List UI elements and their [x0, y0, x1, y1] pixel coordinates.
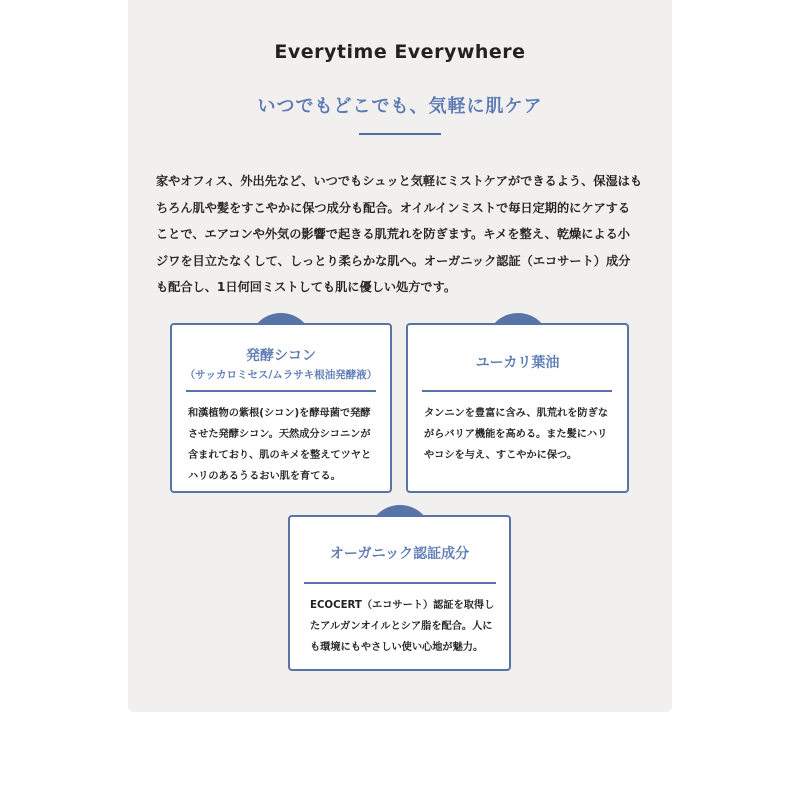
card-divider	[186, 390, 376, 392]
card-line: させた発酵シコン。天然成分シコニンが	[188, 429, 371, 440]
card-line: たアルガンオイルとシア脂を配合。人に	[310, 621, 493, 632]
intro-paragraph	[156, 168, 646, 301]
card-line: がらバリア機能を高める。また髪にハリ	[424, 429, 608, 440]
intro-line: ジワを目立たなくして、しっとり柔らかな肌へ。オーガニック認証（エコサート）成分	[156, 253, 631, 268]
card-divider	[304, 582, 496, 584]
card-line: タンニンを豊富に含み、肌荒れを防ぎな	[424, 408, 608, 419]
intro-line: ことで、エアコンや外気の影響で起きる肌荒れを防ぎます。キメを整え、乾燥による小	[156, 227, 630, 241]
card-title: 発酵シコン	[246, 348, 316, 364]
section-title: Everytime Everywhere	[274, 41, 526, 63]
card-description	[424, 403, 608, 466]
intro-line: 家やオフィス、外出先など、いつでもシュッと気軽にミストケアができるよう、保湿はも	[156, 174, 643, 188]
ingredient-card-eucalyptus-oil	[406, 323, 629, 493]
card-description	[188, 403, 371, 487]
ingredient-card-organic-certified	[288, 515, 511, 671]
card-line: やコシを与え、すこやかに保つ。	[424, 450, 578, 461]
card-subtitle: （サッカロミセス/ムラサキ根油発酵液）	[184, 369, 378, 381]
card-tab-decoration	[368, 505, 432, 537]
card-line: 含まれており、肌のキメを整えてツヤと	[188, 450, 372, 461]
ingredient-card-fermented-shikon	[170, 323, 392, 493]
content-panel	[128, 0, 672, 712]
section-subtitle: いつでもどこでも、気軽に肌ケア	[257, 96, 543, 117]
card-line: も環境にもやさしい使い心地が魅力。	[310, 642, 484, 653]
card-tab-decoration	[249, 313, 313, 345]
card-line: ECOCERT（エコサート）認証を取得し	[310, 600, 495, 611]
card-tab-decoration	[486, 313, 550, 345]
card-description	[310, 595, 494, 658]
card-line: 和漢植物の紫根(シコン)を酵母菌で発酵	[188, 408, 371, 419]
intro-line: ちろん肌や髪をすこやかに保つ成分も配合。オイルインミストで毎日定期的にケアする	[156, 200, 631, 215]
intro-line: も配合し、1日何回ミストしても肌に優しい処方です。	[156, 280, 457, 294]
card-divider	[422, 390, 612, 392]
card-title: オーガニック認証成分	[329, 546, 470, 562]
card-title: ユーカリ葉油	[475, 355, 560, 371]
title-divider	[359, 133, 441, 135]
card-line: ハリのあるうるおい肌を育てる。	[188, 471, 341, 482]
